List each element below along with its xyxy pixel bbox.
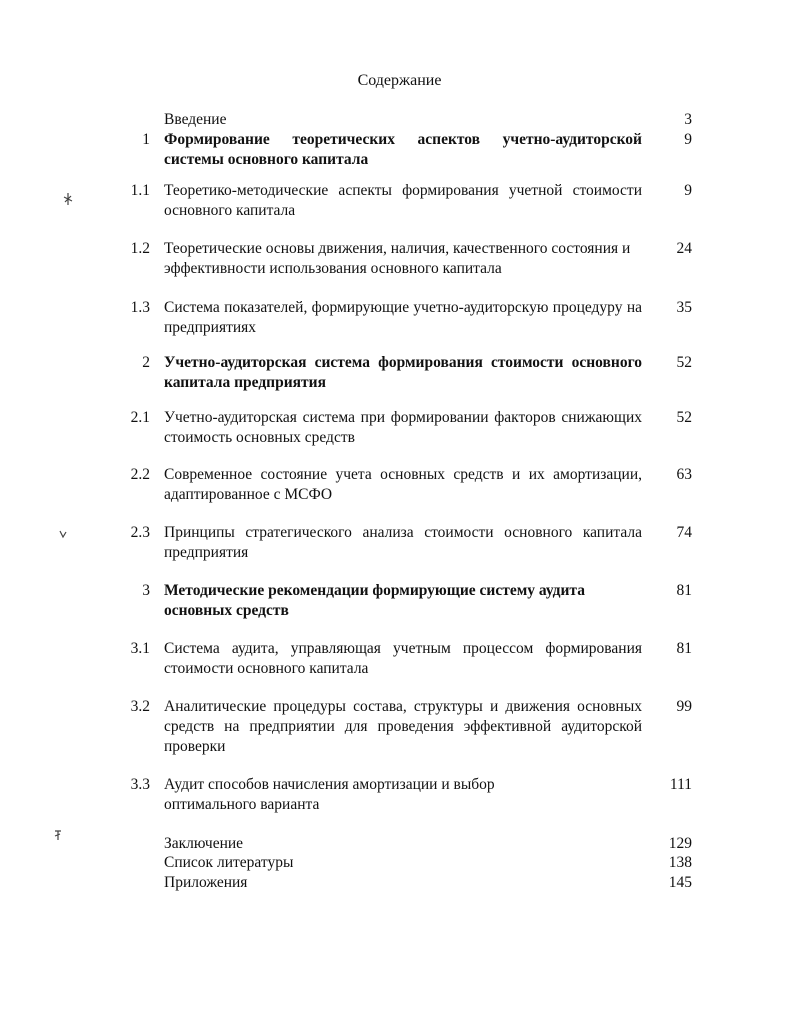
toc-entry-text: Современное состояние учета основных средств и их амортизации, адаптированное с МСФО bbox=[164, 466, 642, 503]
toc-entry-number: 2 bbox=[142, 354, 150, 371]
toc-entry-text: Теоретико-методические аспекты формирования учетной стоимости основного капитала bbox=[164, 182, 642, 219]
toc-entry-number: 1.2 bbox=[130, 240, 150, 257]
scan-artifact-mark bbox=[58, 528, 68, 543]
toc-entry-text: Список литературы bbox=[164, 854, 294, 871]
toc-entry-text: Теоретические основы движения, наличия, качественного состояния и эффективности использования основного капитала bbox=[164, 240, 631, 277]
toc-entry-page: 111 bbox=[669, 776, 692, 793]
toc-entry-page: 52 bbox=[676, 354, 692, 371]
toc-entry-page: 35 bbox=[676, 299, 692, 316]
toc-entry-text: Аналитические процедуры состава, структуры и движения основных средств на предприятии для проведения эффективной аудиторской проверки bbox=[164, 698, 642, 755]
toc-entry-number: 2.2 bbox=[130, 466, 150, 483]
toc-entry-text: Учетно-аудиторская система при формировании факторов снижающих стоимость основных средств bbox=[164, 409, 642, 446]
toc-entry-text: Система показателей, формирующие учетно-аудиторскую процедуру на предприятиях bbox=[164, 299, 642, 336]
toc-entry-page: 129 bbox=[668, 835, 692, 852]
toc-entry-number: 1.1 bbox=[130, 182, 150, 199]
toc-entry-page: 74 bbox=[676, 524, 692, 541]
toc-entry-page: 24 bbox=[676, 240, 692, 257]
toc-entry-text: Учетно-аудиторская система формирования стоимости основного капитала предприятия bbox=[164, 354, 642, 391]
toc-entry-number: 3.1 bbox=[130, 640, 150, 657]
toc-entry-number: 3.3 bbox=[130, 776, 150, 793]
scan-artifact-mark bbox=[52, 828, 64, 846]
toc-entry-text: Введение bbox=[164, 111, 227, 128]
toc-entry-number: 2.3 bbox=[130, 524, 150, 541]
toc-entry-page: 99 bbox=[676, 698, 692, 715]
toc-entry-page: 81 bbox=[676, 582, 692, 599]
toc-entry-page: 3 bbox=[684, 111, 692, 128]
toc-entry-text: Принципы стратегического анализа стоимости основного капитала предприятия bbox=[164, 524, 642, 561]
toc-entry-page: 9 bbox=[684, 131, 692, 148]
toc-entry-page: 138 bbox=[668, 854, 692, 871]
toc-entry-text: Формирование теоретических аспектов учетно-аудиторской системы основного капитала bbox=[164, 131, 642, 168]
toc-entry-page: 81 bbox=[676, 640, 692, 657]
toc-entry-number: 1.3 bbox=[130, 299, 150, 316]
toc-entry-text: Приложения bbox=[164, 874, 248, 891]
page-title: Содержание bbox=[357, 72, 442, 89]
toc-entry-number: 2.1 bbox=[130, 409, 150, 426]
toc-entry-text: Аудит способов начисления амортизации и выбор оптимального варианта bbox=[164, 776, 495, 813]
toc-entry-page: 145 bbox=[668, 874, 692, 891]
toc-entry-text: Заключение bbox=[164, 835, 244, 852]
toc-entry-number: 3 bbox=[142, 582, 150, 599]
toc-entry-page: 52 bbox=[676, 409, 692, 426]
toc-entry-number: 1 bbox=[142, 131, 150, 148]
toc-entry-text: Методические рекомендации формирующие систему аудита основных средств bbox=[164, 582, 585, 619]
toc-entry-page: 9 bbox=[684, 182, 692, 199]
scan-artifact-mark bbox=[62, 192, 74, 210]
toc-entry-text: Система аудита, управляющая учетным процессом формирования стоимости основного капитала bbox=[164, 640, 642, 677]
toc-entry-number: 3.2 bbox=[130, 698, 150, 715]
toc-entry-page: 63 bbox=[676, 466, 692, 483]
